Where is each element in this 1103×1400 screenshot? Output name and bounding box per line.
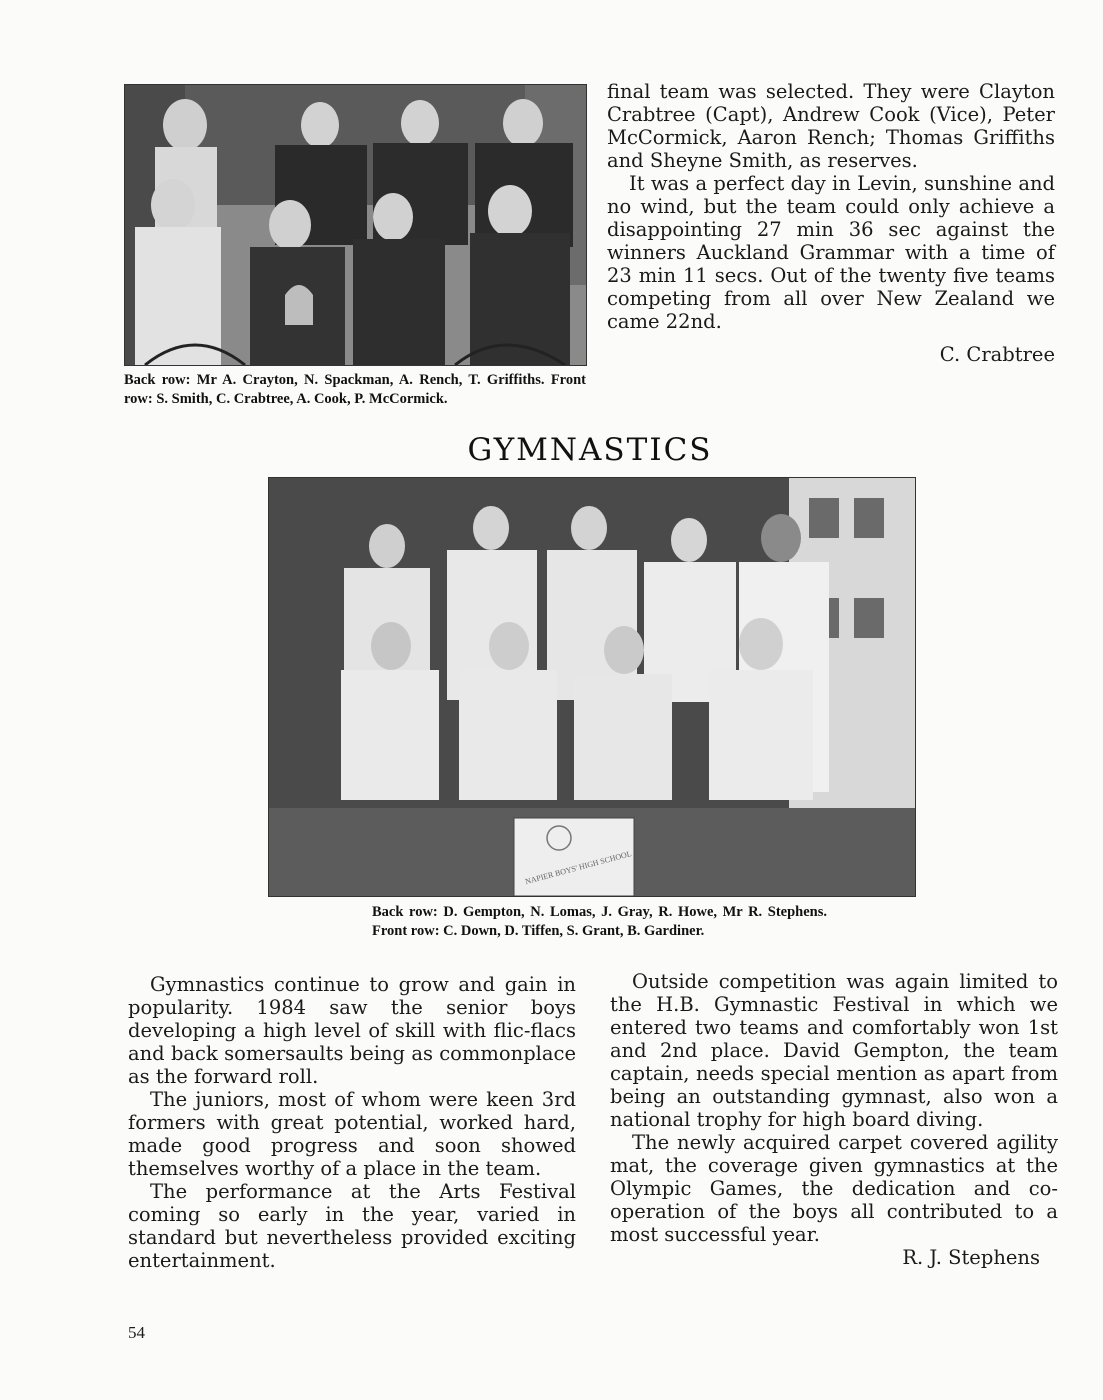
caption-text: Back row: D. Gempton, N. Lomas, J. Gray, R. Howe, Mr R. Stephens. Front row: C. Down, D. Tiffen, S. Grant, B. Gardiner. [372,904,827,939]
paragraph: The newly acquired carpet covered agility mat, the coverage given gymnastics at the Olympic Games, the dedication and co-operation of the boys all contributed to a most successful year. [610,1131,1058,1246]
signature: C. Crabtree [939,343,1055,366]
left-column [128,973,576,1272]
gymnastics-team-photo-image [269,478,915,896]
team-photo-top [124,84,587,366]
top-right-column [607,80,1055,366]
section-heading: GYMNASTICS [467,432,713,468]
right-column [610,970,1058,1269]
gymnastics-photo-caption [372,903,827,941]
caption-text: Back row: Mr A. Crayton, N. Spackman, A. Rench, T. Griffiths. Front row: S. Smith, C. Crabtree, A. Cook, P. McCormick. [124,372,586,407]
signature: R. J. Stephens [902,1246,1040,1269]
paragraph: The juniors, most of whom were keen 3rd formers with great potential, worked hard, made good progress and soon showed themselves worthy of a place in the team. [128,1088,576,1180]
team-photo-top-image [125,85,586,365]
gymnastics-team-photo [268,477,916,897]
paragraph: Outside competition was again limited to the H.B. Gymnastic Festival in which we entered two teams and comfortably won 1st and 2nd place. David Gempton, the team captain, needs special mention as apart from being an outstanding gymnast, also won a national trophy for high board diving. [610,970,1058,1131]
paragraph: The performance at the Arts Festival coming so early in the year, varied in standard but nevertheless provided exciting entertainment. [128,1180,576,1272]
page-number: 54 [128,1323,145,1342]
team-photo-top-caption [124,371,586,409]
banner-text: NAPIER BOYS' HIGH SCHOOL [524,849,633,887]
paragraph: Gymnastics continue to grow and gain in popularity. 1984 saw the senior boys developing a high level of skill with flic-flacs and back somersaults being as commonplace as the forward roll. [128,973,576,1088]
paragraph: It was a perfect day in Levin, sunshine and no wind, but the team could only achieve a disappointing 27 min 36 sec against the winners Auckland Grammar with a time of 23 min 11 secs. Out of the twenty five teams competing from all over New Zealand we came 22nd. [607,172,1055,333]
paragraph: final team was selected. They were Clayton Crabtree (Capt), Andrew Cook (Vice), Peter McCormick, Aaron Rench; Thomas Griffiths and Sheyne Smith, as reserves. [607,80,1055,172]
